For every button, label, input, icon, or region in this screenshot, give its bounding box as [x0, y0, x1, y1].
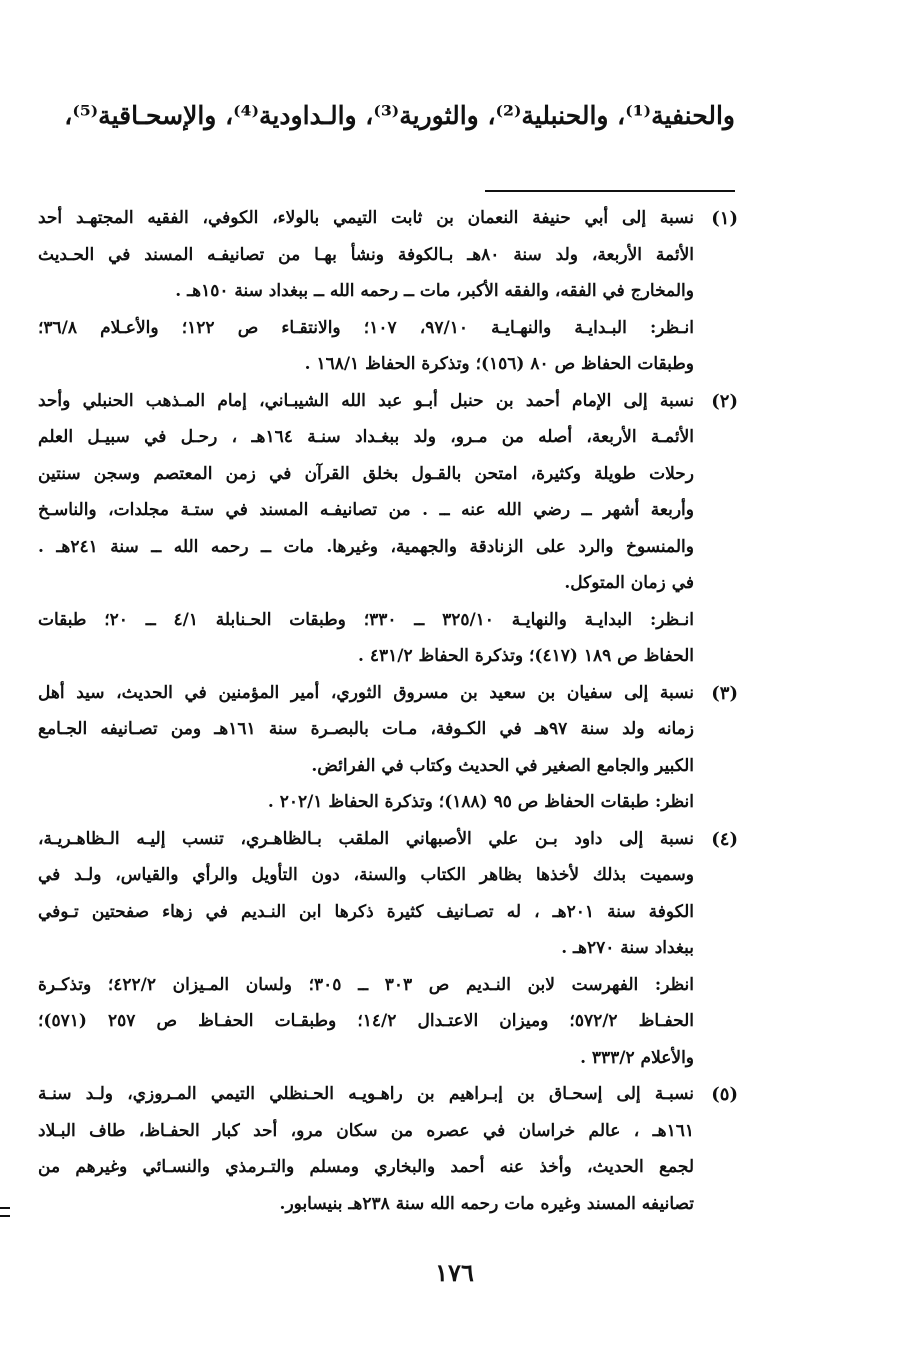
footnote-line: الكبير والجامع الصغير في الحديث وكتاب في الفرائض. — [311, 755, 694, 776]
footnote-line: الأئمة الأربعة، ولد سنة ٨٠هـ بـالكوفة ونشأ بهـا من تصانيفـه المسند في الحـديث — [38, 244, 694, 265]
footnote-number: (٣) — [711, 682, 738, 704]
footnote-line: نسبة إلى الإمام أحمد بن حنبل أبـو عبد الله الشيبـاني، إمام المـذهب الحنبلي وأحد — [38, 390, 694, 411]
footnote — [38, 200, 738, 383]
footnote-line: نسبة إلى داود بـن علي الأصبهاني الملقب بـالظاهـري، تنسب إليـه الـظاهـريـة، — [38, 828, 694, 849]
footnote-line: تصانيفه المسند وغيره مات رحمه الله سنة ٢٣٨هـ بنيسابور. — [279, 1193, 694, 1214]
footnote — [38, 675, 738, 821]
footnote-body — [38, 821, 694, 1077]
footnote-line: والمخارج في الفقه، والفقه الأكبر، مات ــ رحمه الله ــ ببغداد سنة ١٥٠هـ . — [175, 281, 694, 301]
footnote-line: نسبة إلى سفيان بن سعيد بن مسروق الثوري، أمير المؤمنين في الحديث، سيد أهل — [38, 682, 694, 703]
main-text-line: والحنفية⁽¹⁾، والحنبلية⁽²⁾، والثورية⁽³⁾، والـداودية⁽⁴⁾، والإسحـاقية⁽⁵⁾، — [64, 101, 735, 130]
footnote — [38, 1076, 738, 1222]
footnote — [38, 821, 738, 1077]
footnote-number: (٥) — [711, 1084, 738, 1105]
page-number: ١٧٦ — [435, 1258, 474, 1287]
footnote-line: انـظر: البدايـة والنهايـة ٣٢٥/١٠ ــ ٣٣٠؛ وطبقات الحـنابلة ٤/١ ــ ٢٠؛ طبقات — [38, 609, 694, 630]
footnote-line: الحفاظ ص ١٨٩ (٤١٧)؛ وتذكرة الحفاظ ٤٣١/٢ . — [358, 646, 694, 666]
footnote-body — [38, 383, 694, 675]
footnote-body — [38, 1076, 694, 1222]
footnote-line: الأئمـة الأربعة، أصله من مـرو، ولد ببغـداد سنـة ١٦٤هـ ، رحـل في سبيـل العلم — [38, 427, 694, 447]
footnote-number: (٤) — [711, 828, 738, 850]
footnotes-section — [38, 200, 738, 1222]
footnote-line: زمانه ولد سنة ٩٧هـ في الكـوفة، مـات بالبصـرة سنة ١٦١هـ ومن تصـانيفه الجـامع — [38, 719, 694, 739]
footnote — [38, 383, 738, 675]
footnote-line: انـظر: البـدايـة والنهـايـة ٩٧/١٠، ١٠٧؛ والانتقـاء ص ١٢٢؛ والأعـلام ٣٦/٨؛ — [38, 317, 694, 338]
footnote-line: ١٦١هـ ، عالم خراسان في عصره من سكان مرو، أحد كبار الحفـاظ، طاف البـلاد — [38, 1120, 694, 1141]
footnote-line: لجمع الحديث، وأخذ عنه أحمد والبخاري ومسلم والتـرمذي والنسـائي وغيرهم من — [38, 1157, 694, 1177]
footnote-line: والمنسوخ والرد على الزنادقة والجهمية، وغيرها. مات ــ رحمه الله ــ سنة ٢٤١هـ . — [38, 536, 694, 557]
footnote-line: نسبـة إلى إسحـاق بن إبـراهيم بن راهـويـه الحـنظلي التيمي المـروزي، ولـد سنـة — [38, 1084, 694, 1104]
footnote-line: ببغداد سنة ٢٧٠هـ . — [561, 938, 694, 958]
footnote-line: انظر: الفهرست لابن النـديم ص ٣٠٣ ــ ٣٠٥؛ ولسان المـيزان ٤٢٢/٢؛ وتذكـرة — [38, 974, 694, 995]
footnote-line: وأربعة أشهر ــ رضي الله عنه ــ . من تصانيفـه المسند في ستـة مجلدات، والناسـخ — [38, 500, 694, 520]
footnote-number: (٢) — [711, 390, 738, 412]
footnote-line: نسبة إلى أبي حنيفة النعمان بن ثابت التيمي بالولاء، الكوفي، الفقيه المجتهـد أحد — [38, 208, 694, 228]
footnote-line: الحفـاظ ٥٧٢/٢؛ وميزان الاعتـدال ١٤/٢؛ وطبقـات الحفـاظ ص ٢٥٧ (٥٧١)؛ — [38, 1011, 694, 1031]
footnote-body — [38, 200, 694, 383]
footnote-line: والأعلام ٣٣٣/٢ . — [580, 1047, 694, 1068]
margin-mark — [0, 1207, 10, 1217]
footnote-line: في زمان المتوكل. — [564, 573, 694, 593]
footnote-line: الكوفة سنة ٢٠١هـ ، له تصـانيف كثيرة ذكرها ابن النـديم في زهاء صفحتين تـوفي — [38, 901, 694, 922]
footnote-number: (١) — [711, 208, 738, 229]
footnote-line: رحلات طويلة وكثيرة، امتحن بالقـول بخلق القرآن في زمن المعتصم وسجن سنتين — [38, 463, 694, 484]
footnote-line: وطبقات الحفاظ ص ٨٠ (١٥٦)؛ وتذكرة الحفاظ ١٦٨/١ . — [304, 354, 694, 374]
footnote-body — [38, 675, 694, 821]
footnote-line: انظر: طبقات الحفاظ ص ٩٥ (١٨٨)؛ وتذكرة الحفاظ ٢٠٢/١ . — [267, 792, 694, 812]
footnote-separator — [485, 190, 735, 192]
footnote-line: وسميت بذلك لأخذها بظاهر الكتاب والسنة، دون التأويل والرأي والقياس، ولـد في — [38, 865, 694, 885]
